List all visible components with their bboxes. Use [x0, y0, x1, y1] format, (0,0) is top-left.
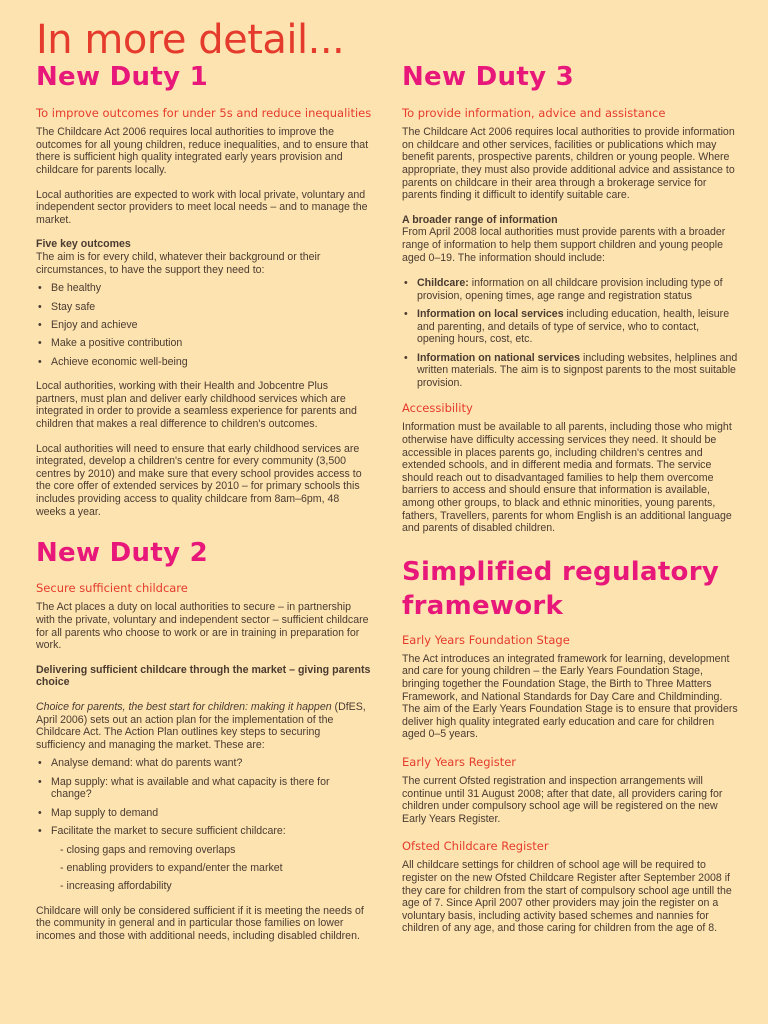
- info-item-text: information on all childcare provision including type of provision, opening times, age range and registration status: [417, 277, 723, 302]
- info-item-label: Information on local services: [417, 308, 564, 321]
- list-item: [402, 277, 738, 302]
- duty3-paragraph-1: The Childcare Act 2006 requires local authorities to provide information on childcare and other services, facilities or publications which may benefit parents, prospective parents, children or young people. Where appropriate, they must also provide additional advice and assistance to parents on childcare in their area through a brokerage service for parents finding it difficult to identify suitable care.: [402, 126, 735, 202]
- list-item: - closing gaps and removing overlaps: [60, 843, 236, 856]
- outcomes-intro: The aim is for every child, whatever their background or their circumstances, to have the support they need to:: [36, 250, 321, 276]
- outcomes-list: [36, 282, 372, 368]
- range-text: From April 2008 local authorities must provide parents with a broader range of information to help them support children and young people aged 0–19. The information should include:: [402, 226, 726, 264]
- list-item: • Enjoy and achieve: [36, 319, 372, 332]
- outcomes-heading: Five key outcomes: [36, 238, 131, 251]
- list-item: • Make a positive contribution: [36, 337, 372, 350]
- action-plan-text: (DfES, April 2006) sets out an action plan for the implementation of the Childcare Act. The Action Plan outlines key steps to securing sufficiency and managing the market. These are:: [36, 700, 366, 751]
- info-item-label: Childcare:: [417, 277, 469, 290]
- info-item-text: including education, health, leisure and parenting, and details of type of service, who to contact, opening hours, cost, etc.: [417, 308, 730, 346]
- list-item: - enabling providers to expand/enter the market: [60, 861, 283, 874]
- steps-list: [36, 757, 372, 837]
- info-item-text: including websites, helplines and written materials. The aim is to signpost parents to the most suitable provision.: [417, 351, 738, 389]
- eyfs-heading: Early Years Foundation Stage: [402, 632, 570, 647]
- list-item: • Achieve economic well-being: [36, 356, 372, 369]
- duty1-paragraph-2: Local authorities are expected to work with local private, voluntary and independent sector providers to meet local needs – and to manage the market.: [36, 188, 368, 226]
- list-item: • Analyse demand: what do parents want?: [36, 757, 372, 770]
- list-item: [402, 308, 738, 346]
- duty3-heading: New Duty 3: [402, 62, 575, 92]
- framework-heading-line-1: Simplified regulatory: [402, 556, 720, 587]
- ofsted-heading: Ofsted Childcare Register: [402, 839, 549, 854]
- eyfs-text: The Act introduces an integrated framework for learning, development and care for young children – the Early Years Foundation Stage, bringing together the Foundation Stage, the Birth to Three Matters Framework, and National Standards for Day Care and Childminding. The aim of the Early Years Foundation Stage is to ensure that providers deliver high quality integrated early education and care for children aged 0–5 years.: [402, 652, 738, 741]
- duty1-paragraph-1: The Childcare Act 2006 requires local authorities to improve the outcomes for all young children, reduce inequalities, and to ensure that there is sufficient high quality integrated early years provision and childcare for parents locally.: [36, 126, 369, 176]
- accessibility-heading: Accessibility: [402, 401, 473, 416]
- ofsted-text: All childcare settings for children of school age will be required to register on the new Ofsted Childcare Register after September 2008 if they care for children from the start of compulsory school age untill the age of 7. Since April 2007 other providers may join the register on a voluntary basis, including activity based schemes and nannies for children of any age, and those caring for children from the age of 8.: [402, 859, 732, 935]
- duty2-paragraph-1: The Act places a duty on local authorities to secure – in partnership with the private, voluntary and independent sector – sufficient childcare for all parents who choose to work or are in training in preparation for work.: [36, 601, 369, 652]
- list-item: • Stay safe: [36, 301, 372, 314]
- left-column: [36, 62, 372, 955]
- list-item: - increasing affordability: [60, 880, 172, 893]
- info-item-label: Information on national services: [417, 351, 581, 364]
- market-heading: Delivering sufficient childcare through the market – giving parents choice: [36, 663, 371, 689]
- duty1-heading: New Duty 1: [36, 62, 209, 92]
- duty1-paragraph-3: Local authorities, working with their Health and Jobcentre Plus partners, must plan and deliver early childhood services which are integrated in order to provide a seamless experience for parents and children that makes a real difference to children's outcomes.: [36, 380, 357, 431]
- sub-steps-list: [36, 844, 372, 893]
- info-list: [402, 277, 738, 389]
- list-item: • Map supply to demand: [36, 807, 372, 820]
- accessibility-text: Information must be available to all parents, including those who might otherwise have difficulty accessing services they need. It should be accessible in places parents go, including children's centres and extended schools, and in different media and formats. The service should reach out to disadvantaged families to help them overcome barriers to access and should ensure that information is available, among other groups, to black and ethnic minorities, young parents, fathers, Travellers, parents for whom English is an additional language and parents of disabled children.: [402, 421, 732, 535]
- duty1-paragraph-4: Local authorities will need to ensure that early childhood services are integrated, develop a children's centre for every community (3,500 centres by 2010) and make sure that every school provides access to the core offer of extended services by 2010 – for primary schools this includes providing access to quality childcare from 8am–6pm, 48 weeks a year.: [36, 442, 362, 518]
- framework-heading-line-2: framework: [402, 590, 564, 621]
- register-text: The current Ofsted registration and inspection arrangements will continue until 31 August 2008; after that date, all providers caring for children under compulsory school age will be registered on the new Early Years Register.: [402, 774, 723, 825]
- action-plan-paragraph: [36, 701, 372, 751]
- range-heading: A broader range of information: [402, 213, 558, 226]
- duty1-subheading: To improve outcomes for under 5s and reduce inequalities: [36, 106, 372, 121]
- register-heading: Early Years Register: [402, 754, 517, 769]
- framework-heading: [402, 555, 738, 623]
- list-item: • Map supply: what is available and what capacity is there for change?: [36, 776, 372, 801]
- page-title: In more detail...: [36, 17, 345, 63]
- duty2-paragraph-2: Childcare will only be considered sufficient if it is meeting the needs of the community in general and in particular those families on lower incomes and those with additional needs, including disabled children.: [36, 904, 364, 943]
- list-item: • Facilitate the market to secure sufficient childcare:: [36, 825, 372, 838]
- list-item: [402, 352, 738, 390]
- duty2-subheading: Secure sufficient childcare: [36, 581, 188, 596]
- duty2-heading: New Duty 2: [36, 538, 209, 569]
- action-plan-title: Choice for parents, the best start for children: making it happen: [36, 700, 332, 713]
- right-column: [402, 62, 738, 947]
- duty3-subheading: To provide information, advice and assistance: [402, 106, 666, 121]
- list-item: • Be healthy: [36, 282, 372, 295]
